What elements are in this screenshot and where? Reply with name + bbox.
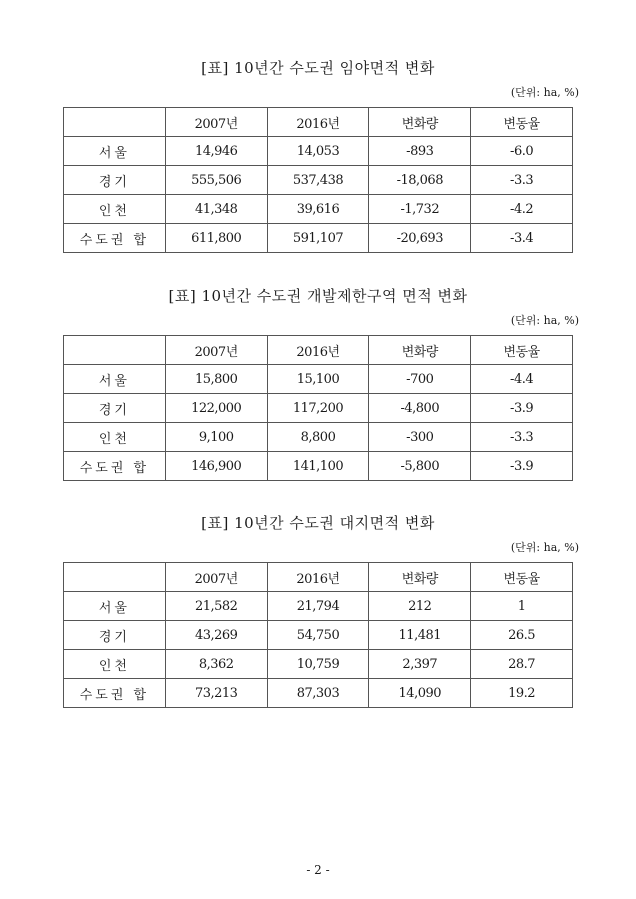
cell: 15,800: [165, 365, 267, 394]
unit-label: (단위: ha, %): [510, 314, 579, 327]
header-cell: 2007년: [165, 108, 267, 137]
row-label: 수도권 합: [64, 679, 166, 708]
cell: -18,068: [369, 166, 471, 195]
row-label: 인천: [64, 195, 166, 224]
header-cell: [64, 108, 166, 137]
unit-label: (단위: ha, %): [510, 86, 579, 99]
cell: 26.5: [471, 621, 573, 650]
cell: 14,946: [165, 137, 267, 166]
data-table: [63, 107, 573, 253]
row-label: 인천: [64, 650, 166, 679]
cell: 8,362: [165, 650, 267, 679]
cell: -4,800: [369, 394, 471, 423]
cell: 146,900: [165, 452, 267, 481]
cell: 611,800: [165, 224, 267, 253]
table-title: [표] 10년간 수도권 임야면적 변화: [201, 59, 435, 77]
header-cell: 변화량: [369, 336, 471, 365]
cell: 10,759: [267, 650, 369, 679]
cell: 591,107: [267, 224, 369, 253]
row-label: 수도권 합: [64, 224, 166, 253]
cell: -1,732: [369, 195, 471, 224]
table-title: [표] 10년간 수도권 대지면적 변화: [201, 514, 435, 532]
table-row: [64, 166, 573, 195]
table-row: [64, 621, 573, 650]
cell: 21,582: [165, 592, 267, 621]
cell: 122,000: [165, 394, 267, 423]
cell: 2,397: [369, 650, 471, 679]
header-cell: 2016년: [267, 336, 369, 365]
cell: -3.3: [471, 166, 573, 195]
cell: -4.4: [471, 365, 573, 394]
cell: 15,100: [267, 365, 369, 394]
cell: -3.3: [471, 423, 573, 452]
cell: 19.2: [471, 679, 573, 708]
cell: -5,800: [369, 452, 471, 481]
cell: 41,348: [165, 195, 267, 224]
table-row: [64, 452, 573, 481]
table-row: [64, 365, 573, 394]
data-table: [63, 562, 573, 708]
header-cell: 2016년: [267, 108, 369, 137]
header-cell: 변동율: [471, 336, 573, 365]
cell: 73,213: [165, 679, 267, 708]
table-row: [64, 195, 573, 224]
row-label: 서울: [64, 137, 166, 166]
cell: -6.0: [471, 137, 573, 166]
header-cell: 변동율: [471, 108, 573, 137]
header-cell: 2007년: [165, 563, 267, 592]
cell: 555,506: [165, 166, 267, 195]
cell: -893: [369, 137, 471, 166]
cell: 8,800: [267, 423, 369, 452]
cell: 141,100: [267, 452, 369, 481]
header-row: [64, 563, 573, 592]
row-label: 서울: [64, 365, 166, 394]
header-cell: 2007년: [165, 336, 267, 365]
cell: 537,438: [267, 166, 369, 195]
table-row: [64, 423, 573, 452]
row-label: 경기: [64, 166, 166, 195]
cell: -700: [369, 365, 471, 394]
cell: 43,269: [165, 621, 267, 650]
cell: -3.9: [471, 394, 573, 423]
cell: -300: [369, 423, 471, 452]
cell: 14,090: [369, 679, 471, 708]
unit-label: (단위: ha, %): [510, 541, 579, 554]
header-row: [64, 108, 573, 137]
header-cell: [64, 336, 166, 365]
header-cell: 변화량: [369, 563, 471, 592]
data-table: [63, 335, 573, 481]
cell: 39,616: [267, 195, 369, 224]
cell: -3.9: [471, 452, 573, 481]
cell: 14,053: [267, 137, 369, 166]
cell: -4.2: [471, 195, 573, 224]
cell: 54,750: [267, 621, 369, 650]
table-row: [64, 394, 573, 423]
cell: 212: [369, 592, 471, 621]
cell: 11,481: [369, 621, 471, 650]
cell: 9,100: [165, 423, 267, 452]
table-row: [64, 137, 573, 166]
table-row: [64, 679, 573, 708]
row-label: 인천: [64, 423, 166, 452]
table-title: [표] 10년간 수도권 개발제한구역 면적 변화: [168, 287, 468, 305]
header-cell: 변동율: [471, 563, 573, 592]
cell: 117,200: [267, 394, 369, 423]
table-section-greenbelt: [63, 285, 579, 481]
table-section-forest: [63, 57, 579, 253]
header-cell: [64, 563, 166, 592]
header-row: [64, 336, 573, 365]
cell: 1: [471, 592, 573, 621]
row-label: 경기: [64, 394, 166, 423]
page-number: - 2 -: [306, 863, 330, 877]
cell: -20,693: [369, 224, 471, 253]
header-cell: 2016년: [267, 563, 369, 592]
row-label: 수도권 합: [64, 452, 166, 481]
table-section-site: [63, 512, 579, 708]
row-label: 서울: [64, 592, 166, 621]
table-row: [64, 592, 573, 621]
table-row: [64, 650, 573, 679]
header-cell: 변화량: [369, 108, 471, 137]
table-row: [64, 224, 573, 253]
cell: 28.7: [471, 650, 573, 679]
cell: 87,303: [267, 679, 369, 708]
cell: -3.4: [471, 224, 573, 253]
row-label: 경기: [64, 621, 166, 650]
cell: 21,794: [267, 592, 369, 621]
